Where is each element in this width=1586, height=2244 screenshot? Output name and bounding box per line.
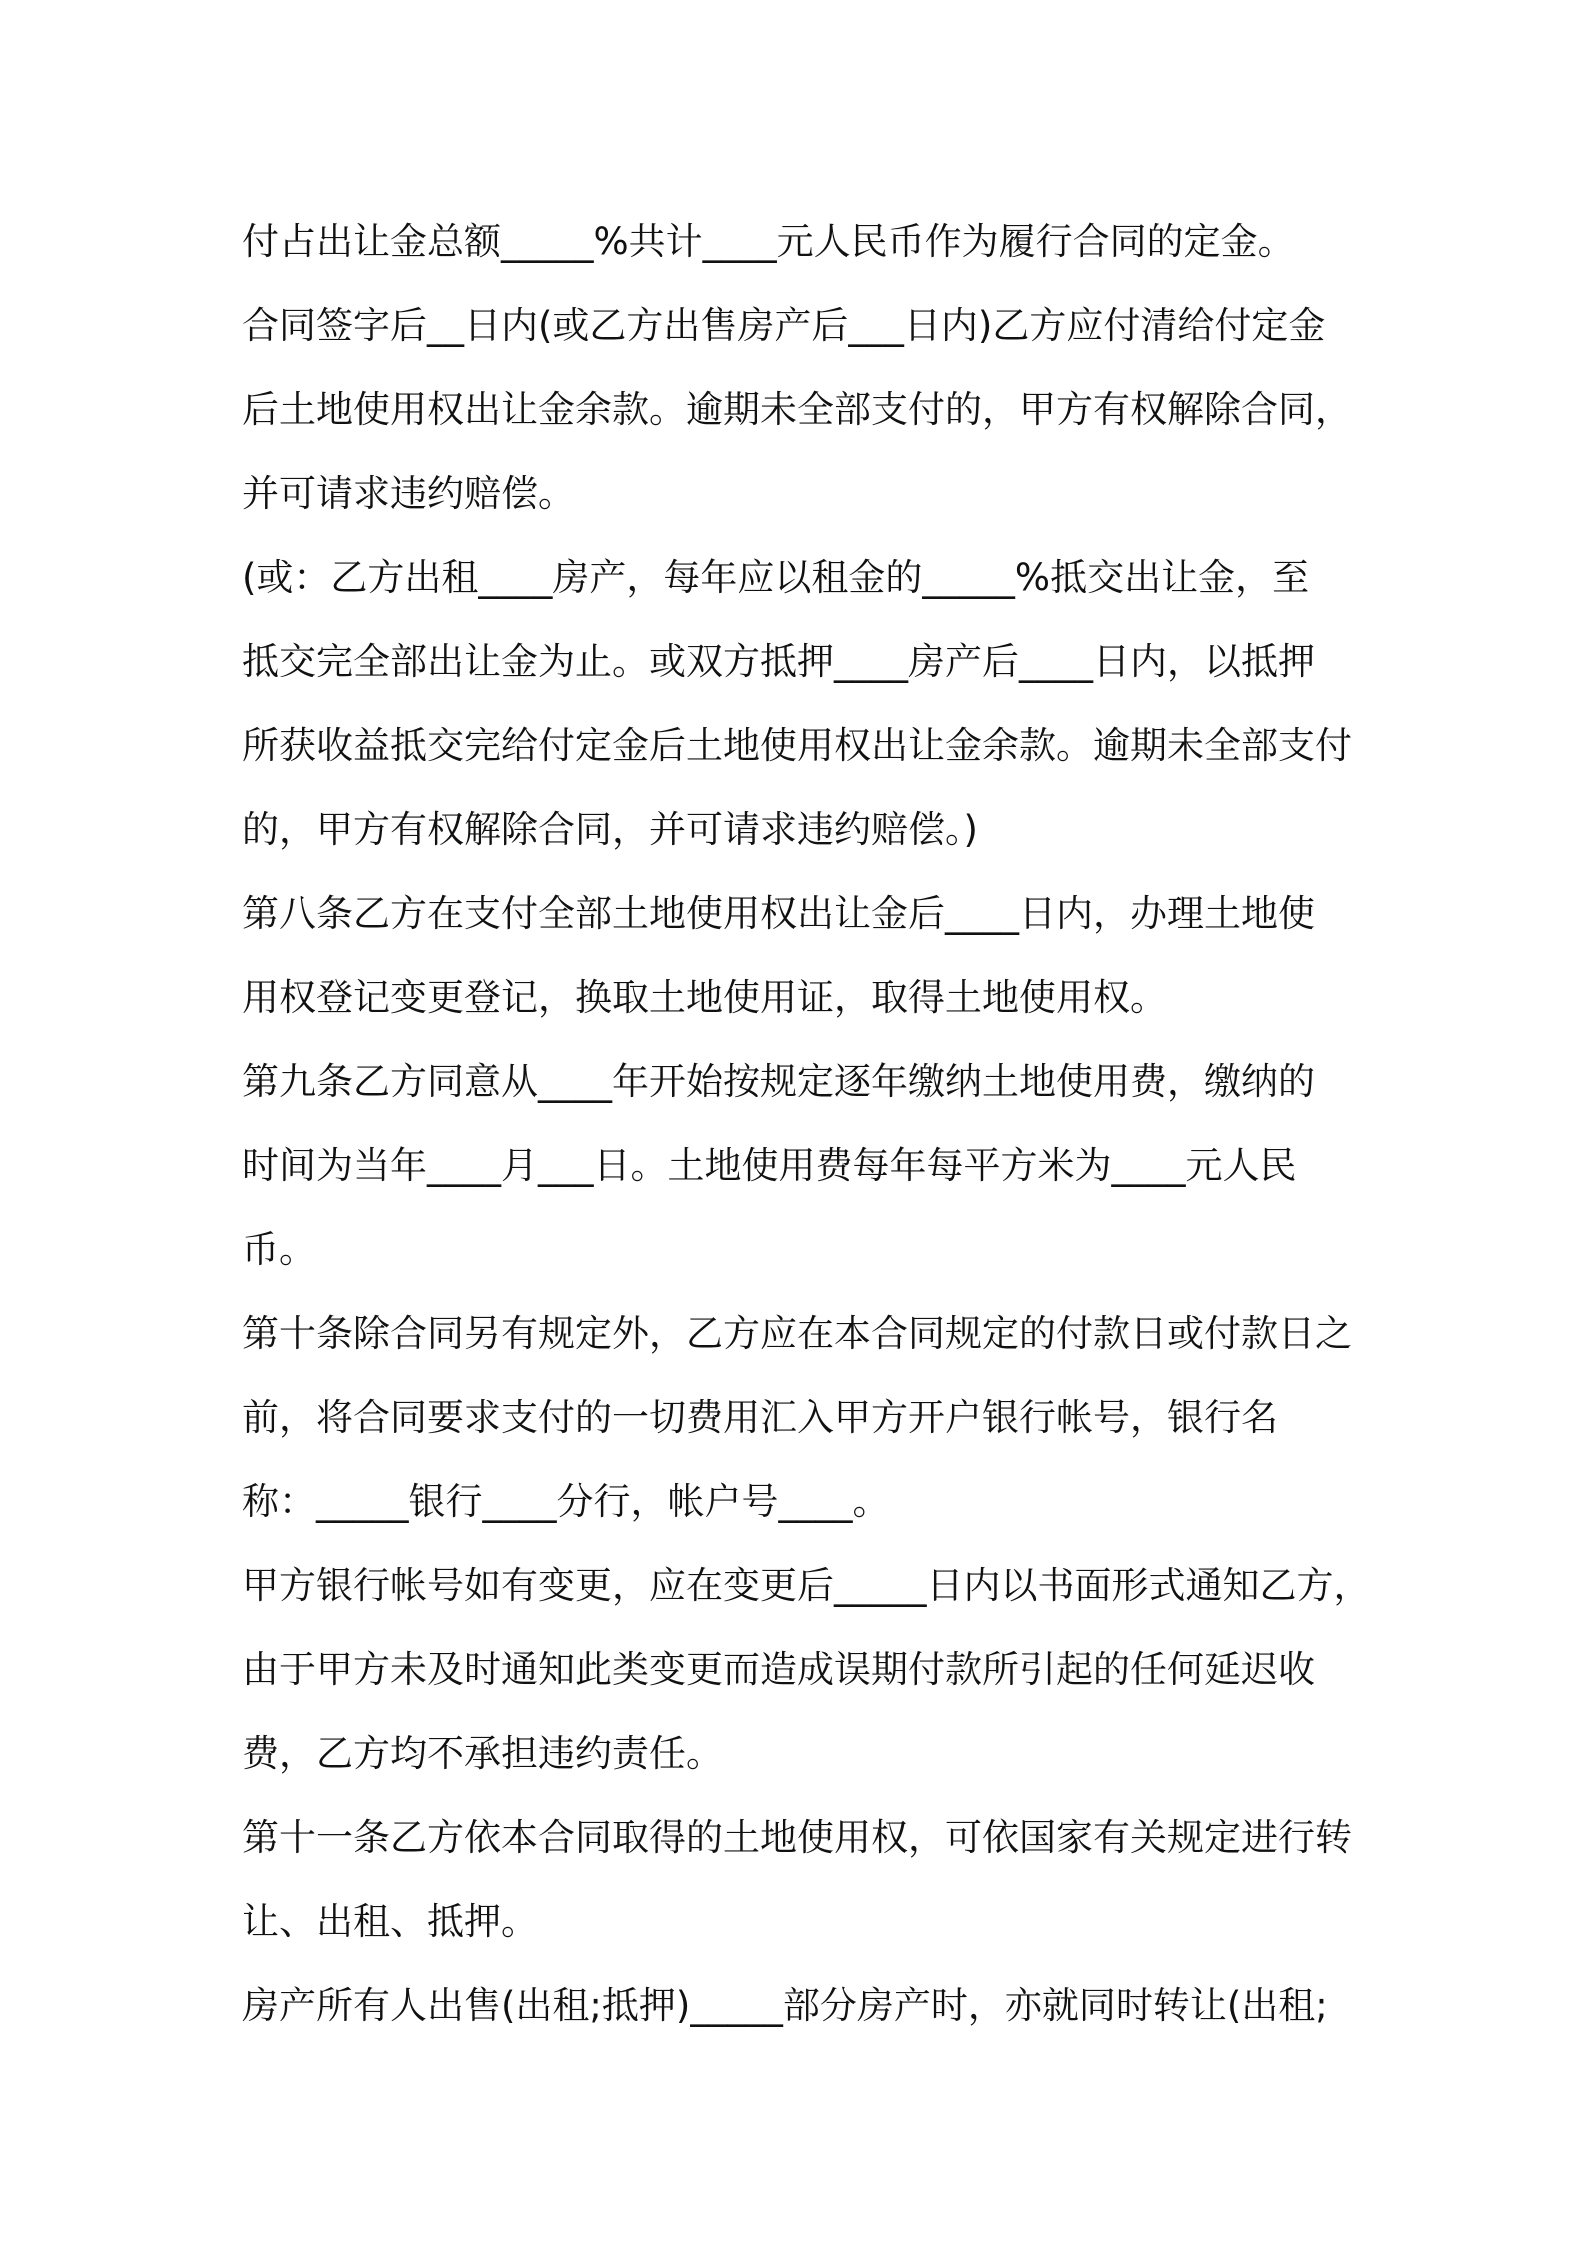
- text-line: 抵交完全部出让金为止。或双方抵押____房产后____日内，以抵押: [242, 640, 1315, 683]
- text-line: 合同签字后__日内(或乙方出售房产后___日内)乙方应付清给付定金: [242, 304, 1326, 347]
- text-line: 称：_____银行____分行，帐户号____。: [242, 1480, 890, 1523]
- text-line: 后土地使用权出让金余款。逾期未全部支付的，甲方有权解除合同，: [242, 388, 1352, 431]
- text-line: 前，将合同要求支付的一切费用汇入甲方开户银行帐号，银行名: [242, 1396, 1278, 1439]
- text-line: 费，乙方均不承担违约责任。: [242, 1732, 723, 1775]
- text-line: 用权登记变更登记，换取土地使用证，取得土地使用权。: [242, 976, 1167, 1019]
- text-line: 的，甲方有权解除合同，并可请求违约赔偿。): [242, 808, 978, 851]
- text-line: 第九条乙方同意从____年开始按规定逐年缴纳土地使用费，缴纳的: [242, 1060, 1315, 1103]
- text-line: 第十一条乙方依本合同取得的土地使用权，可依国家有关规定进行转: [242, 1816, 1352, 1859]
- text-line: 时间为当年____月___日。土地使用费每年每平方米为____元人民: [242, 1144, 1297, 1187]
- text-line: 第十条除合同另有规定外，乙方应在本合同规定的付款日或付款日之: [242, 1312, 1352, 1355]
- text-line: 房产所有人出售(出租;抵押)_____部分房产时，亦就同时转让(出租;: [242, 1984, 1328, 2027]
- text-line: 币。: [242, 1228, 316, 1271]
- text-line: (或：乙方出租____房产，每年应以租金的_____%抵交出让金，至: [242, 556, 1310, 599]
- text-line: 所获收益抵交完给付定金后土地使用权出让金余款。逾期未全部支付: [242, 724, 1352, 767]
- contract-body-text: [242, 200, 1372, 2048]
- text-line: 第八条乙方在支付全部土地使用权出让金后____日内，办理土地使: [242, 892, 1315, 935]
- text-line: 甲方银行帐号如有变更，应在变更后_____日内以书面形式通知乙方，: [242, 1564, 1371, 1607]
- text-line: 付占出让金总额_____%共计____元人民币作为履行合同的定金。: [242, 220, 1295, 263]
- text-line: 由于甲方未及时通知此类变更而造成误期付款所引起的任何延迟收: [242, 1648, 1315, 1691]
- text-line: 并可请求违约赔偿。: [242, 472, 575, 515]
- text-line: 让、出租、抵押。: [242, 1900, 538, 1943]
